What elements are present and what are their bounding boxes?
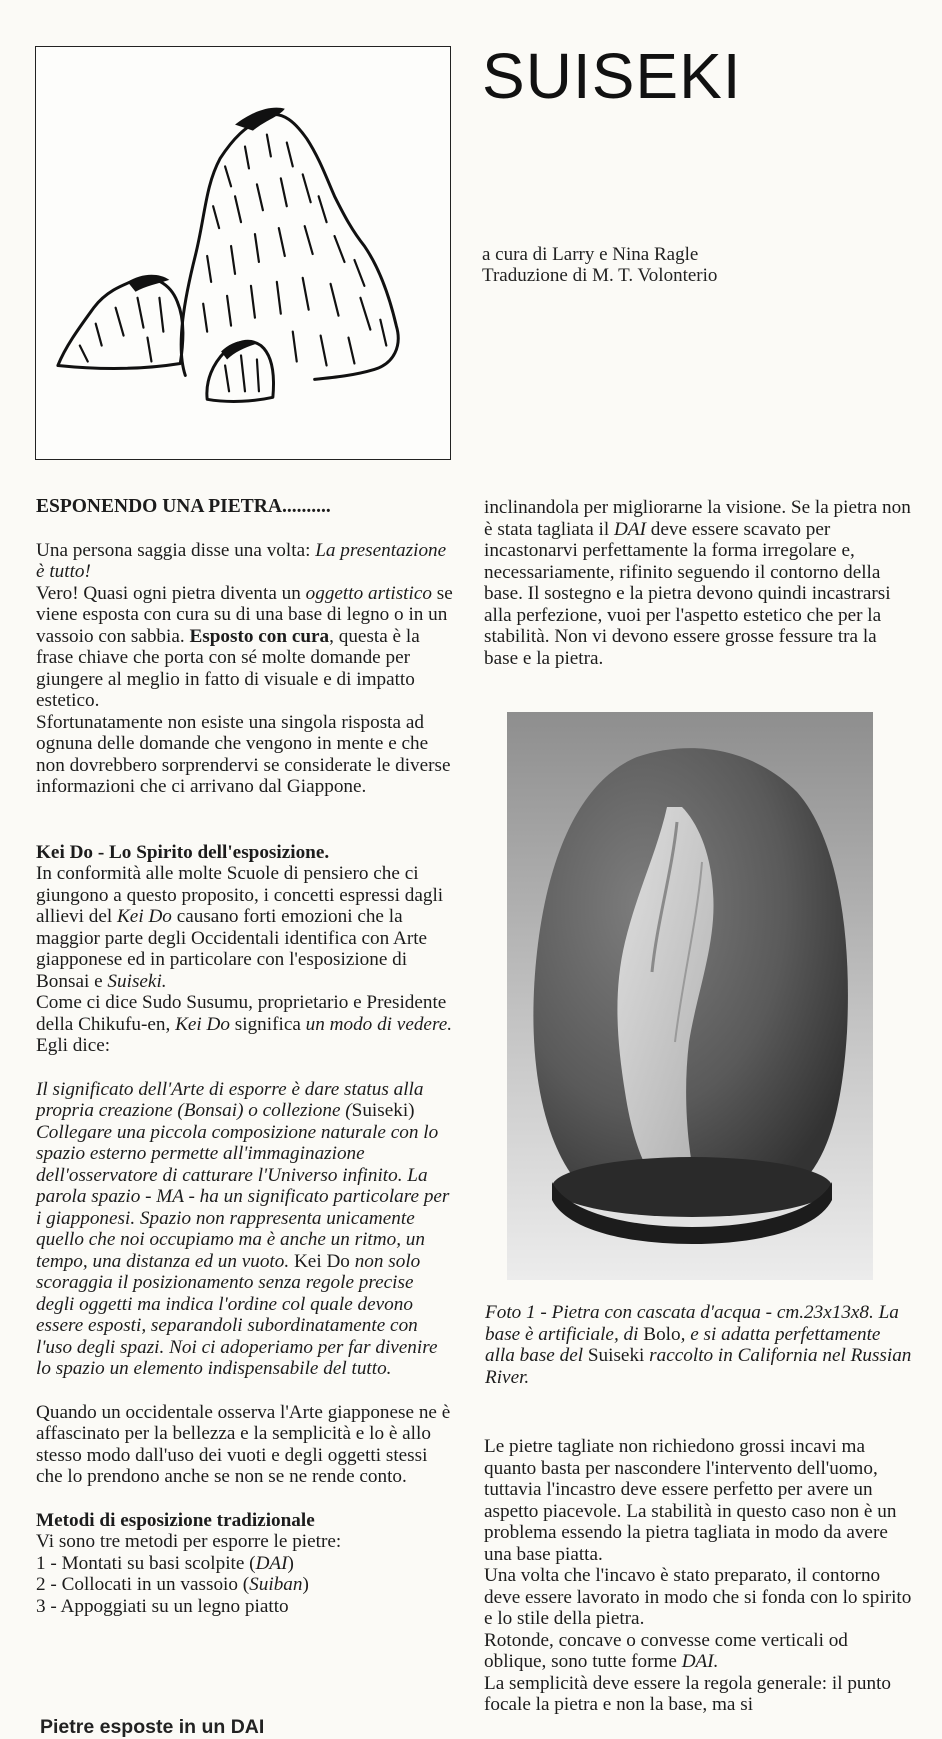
suiseki-stone-on-dai-photo	[507, 712, 873, 1280]
text-run-italic: DAI	[255, 1552, 288, 1574]
paragraph-pietre-tagliate: Le pietre tagliate non richiedono grossi incavi ma quanto basta per nascondere l'intervento dell'uomo, tuttavia l'incastro deve essere perfetto per avere un aspetto piacevole. La stabilità in questo caso non è un problema essendo la pietra tagliata in modo da avere una base piatta.	[484, 1436, 897, 1565]
article-credits	[482, 244, 717, 286]
list-item: 3 - Appoggiati su un legno piatto	[36, 1595, 289, 1617]
text-run-italic: non solo scoraggia il posizionamento senza regole precise degli oggetti ma indica l'ordine col quale devono essere esposti, separandoli subordinatamente con l'uso degli spazi. Noi ci adoperiamo per far divenire lo spazio un elemento indispensabile del tutto.	[36, 1250, 438, 1379]
paragraph-sudo-susumu	[36, 992, 456, 1057]
text-run-italic: DAI	[614, 518, 646, 540]
text-run-italic: Kei Do	[175, 1013, 230, 1035]
section-heading-esponendo: ESPONENDO UNA PIETRA..........	[36, 496, 331, 517]
section-heading-pietre-dai: Pietre esposte in un DAI	[40, 1716, 265, 1738]
paragraph-occidentale: Quando un occidentale osserva l'Arte giapponese ne è affascinato per la bellezza e la semplicità e lo è allo stesso modo dall'uso dei vuoti e degli oggetti stessi che lo prendono anche se non se ne rende conto.	[36, 1401, 451, 1487]
text-run: Rotonde, concave o convesse come verticali od oblique, sono tutte forme	[484, 1629, 848, 1672]
text-run-italic: DAI.	[681, 1651, 719, 1672]
left-column	[36, 496, 456, 1617]
text-run-bold: Esposto con cura	[189, 625, 330, 647]
text-run-italic: raccolto in California nel Russian River.	[485, 1345, 912, 1388]
quote-kei-do	[36, 1079, 456, 1380]
translator-credit: Traduzione di M. T. Volonterio	[482, 265, 718, 286]
text-run: Come ci dice Sudo Susumu, proprietario e Presidente della Chikufu-en,	[36, 992, 447, 1035]
text-run: deve essere scavato per incastonarvi perfettamente la forma irregolare e, necessariamente, rifinito seguendo il contorno della base. Il sostegno e la pietra devono quindi incastrarsi alla perfezione, vuoi per l'aspetto estetico che per la stabilità. Non vi devono essere grosse fessure tra la base e la pietra.	[484, 518, 891, 669]
text-run-italic: , e si adatta perfettamente alla base del	[485, 1323, 881, 1366]
paragraph-conformita	[36, 863, 456, 992]
text-run: Suiseki	[587, 1345, 645, 1366]
text-run: Una persona saggia disse una volta:	[36, 539, 316, 561]
text-run-italic: Suiseki.	[107, 970, 167, 992]
paragraph-inclinandola	[484, 497, 912, 669]
text-run: inclinandola per migliorarne la visione. Se la pietra non è stata tagliata il	[484, 497, 911, 540]
text-run: Vero! Quasi ogni pietra diventa un	[36, 582, 306, 604]
paragraph-tre-metodi: Vi sono tre metodi per esporre le pietre:	[36, 1531, 342, 1552]
photo-caption	[485, 1302, 915, 1388]
text-run: , questa è la frase chiave che porta con sé molte domande per giungere al meglio in fatto di visuale e di impatto estetico.	[36, 625, 420, 711]
stone-ink-drawing	[36, 47, 450, 459]
text-run: significa	[229, 1013, 306, 1035]
text-run: Suiseki)	[351, 1100, 415, 1121]
text-run: causano forti emozioni che la maggior parte degli Occidentali identifica con Arte giapponese ed in particolare con l'esposizione di Bonsai e	[36, 906, 428, 992]
right-column-top	[484, 497, 912, 669]
text-run: se viene esposta con cura su di una base di legno o in un vassoio con sabbia.	[36, 582, 453, 647]
text-run-italic: Suiban	[249, 1574, 303, 1595]
text-run-italic: La presentazione è tutto!	[36, 539, 447, 582]
list-item	[36, 1553, 456, 1575]
text-run-italic: Il significato dell'Arte di esporre è dare status alla propria creazione (Bonsai) o collezione (	[36, 1078, 424, 1121]
stone-illustration-frame	[35, 46, 451, 460]
paragraph-semplicita: La semplicità deve essere la regola generale: il punto focale la pietra e non la base, ma si	[484, 1672, 892, 1715]
text-run: )	[302, 1574, 309, 1595]
section-heading-metodi: Metodi di esposizione tradizionale	[36, 1509, 315, 1531]
paragraph-incavo: Una volta che l'incavo è stato preparato, il contorno deve essere lavorato in modo che si fonda con lo spirito e lo stile della pietra.	[484, 1565, 912, 1629]
text-run-italic: un modo di vedere.	[305, 1013, 453, 1035]
text-run: Bolo	[643, 1323, 681, 1345]
text-run-italic: Foto 1 - Pietra con cascata d'acqua - cm.23x13x8. La base è artificiale, di	[485, 1302, 899, 1345]
list-item	[36, 1574, 456, 1596]
right-column-bottom	[484, 1436, 912, 1716]
article-title: SUISEKI	[482, 40, 742, 112]
text-run: 1 - Montati su basi scolpite (	[36, 1552, 256, 1574]
text-run-italic: Kei Do	[117, 906, 172, 927]
section-heading-kei-do: Kei Do - Lo Spirito dell'esposizione.	[36, 841, 330, 863]
author-credit: a cura di Larry e Nina Ragle	[482, 244, 699, 265]
text-run: 2 - Collocati in un vassoio (	[36, 1574, 250, 1595]
text-run-italic: oggetto artistico	[305, 582, 432, 604]
stone-photo	[507, 712, 873, 1280]
text-run: Kei Do	[293, 1250, 350, 1272]
paragraph-intro	[36, 540, 456, 583]
text-run: )	[287, 1552, 294, 1574]
paragraph-rotonde	[484, 1630, 912, 1673]
paragraph-sfortunatamente: Sfortunatamente non esiste una singola risposta ad ognuna delle domande che vengono in mente e che non dovrebbero sorprendervi se considerate le diverse informazioni che ci arrivano dal Giappone.	[36, 711, 451, 797]
text-run: Egli dice:	[36, 1035, 111, 1056]
text-run: In conformità alle molte Scuole di pensiero che ci giungono a questo proposito, i concetti espressi dagli allievi del	[36, 863, 444, 927]
paragraph-vero	[36, 583, 456, 712]
text-run-italic: Collegare una piccola composizione naturale con lo spazio esterno permette all'immaginazione dell'osservatore di catturare l'Universo infinito. La parola spazio - MA - ha un significato particolare per i giapponesi. Spazio non rappresenta unicamente quello che noi occupiamo ma è anche un ritmo, un tempo, una distanza ed un vuoto.	[36, 1121, 450, 1272]
